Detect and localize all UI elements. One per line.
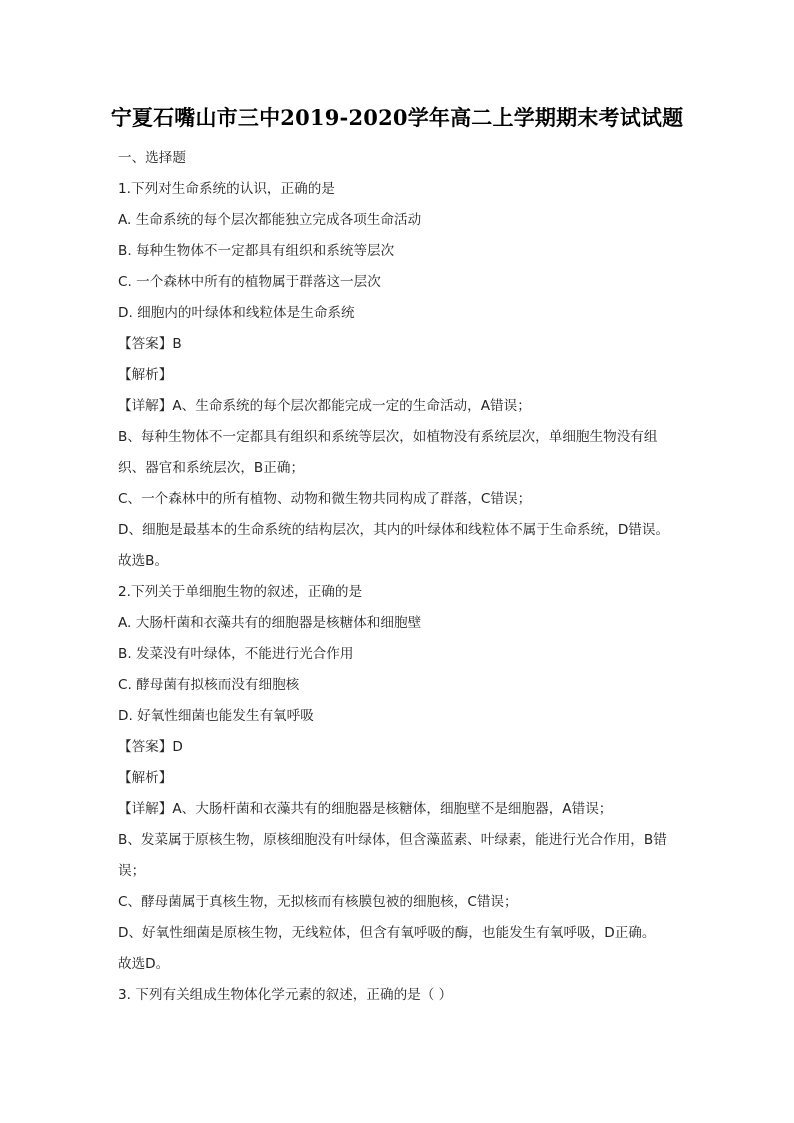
answer-line: 【答案】B [118,336,182,352]
document-title: 宁夏石嘴山市三中2019-2020学年高二上学期期末考试试题 [110,105,684,130]
explanation-line: 【详解】A、生命系统的每个层次都能完成一定的生命活动，A错误； [118,398,531,414]
option-line: B. 发菜没有叶绿体，不能进行光合作用 [118,646,354,662]
explanation-line: C、一个森林中的所有植物、动物和微生物共同构成了群落，C错误； [118,491,532,507]
document-body [118,143,678,1011]
option-line: D. 好氧性细菌也能发生有氧呼吸 [118,708,314,724]
analysis-heading: 【解析】 [118,367,173,383]
question-stem: 3. 下列有关组成生物体化学元素的叙述，正确的是（ ） [118,987,453,1003]
question-stem: 1.下列对生命系统的认识，正确的是 [118,181,335,197]
analysis-heading: 【解析】 [118,770,173,786]
explanation-line: 【详解】A、大肠杆菌和衣藻共有的细胞器是核糖体，细胞壁不是细胞器，A错误； [118,801,613,817]
conclusion-line: 故选D。 [118,956,170,972]
explanation-line: D、好氧性细菌是原核生物，无线粒体，但含有氧呼吸的酶，也能发生有氧呼吸，D正确。 [118,925,656,941]
question-stem: 2.下列关于单细胞生物的叙述，正确的是 [118,584,363,600]
section-heading: 一、选择题 [118,150,186,166]
explanation-line: D、细胞是最基本的生命系统的结构层次，其内的叶绿体和线粒体不属于生命系统，D错误。 [118,522,670,538]
option-line: B. 每种生物体不一定都具有组织和系统等层次 [118,243,395,259]
explanation-line: B、发菜属于原核生物，原核细胞没有叶绿体，但含藻蓝素、叶绿素，能进行光合作用，B错误； [118,832,667,879]
option-line: C. 一个森林中所有的植物属于群落这一层次 [118,274,381,290]
option-line: A. 大肠杆菌和衣藻共有的细胞器是核糖体和细胞壁 [118,615,422,631]
explanation-line: C、酵母菌属于真核生物，无拟核而有核膜包被的细胞核，C错误； [118,894,518,910]
option-line: C. 酵母菌有拟核而没有细胞核 [118,677,300,693]
answer-line: 【答案】D [118,739,183,755]
conclusion-line: 故选B。 [118,553,169,569]
explanation-line: B、每种生物体不一定都具有组织和系统等层次，如植物没有系统层次，单细胞生物没有组织、器官和系统层次，B正确； [118,429,658,476]
option-line: D. 细胞内的叶绿体和线粒体是生命系统 [118,305,355,321]
option-line: A. 生命系统的每个层次都能独立完成各项生命活动 [118,212,422,228]
